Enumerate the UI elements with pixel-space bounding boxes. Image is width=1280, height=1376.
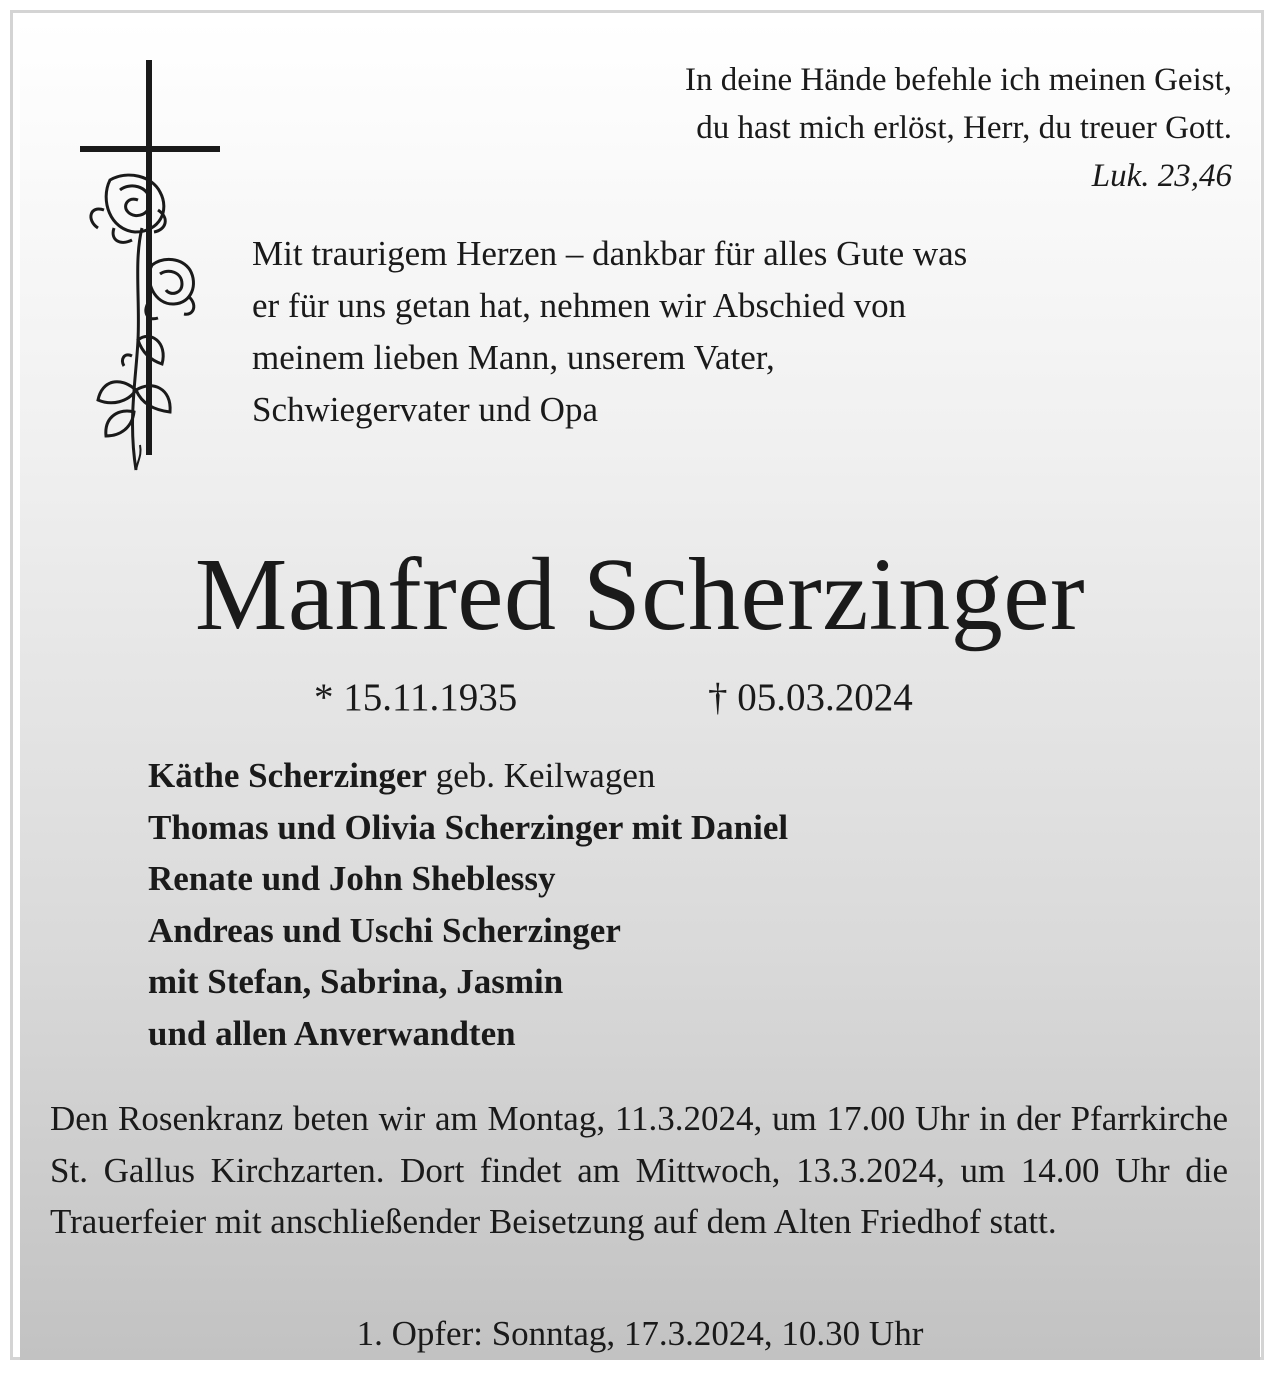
family-line-4 xyxy=(148,905,788,957)
family-member: Renate und John Sheblessy xyxy=(148,859,556,898)
death-date: † 05.03.2024 xyxy=(708,676,913,719)
spouse-maiden-name: geb. Keilwagen xyxy=(426,756,656,795)
family-member: und allen Anverwandten xyxy=(148,1013,516,1053)
family-line-2 xyxy=(148,802,788,854)
family-member: Thomas und Olivia Scherzinger mit Daniel xyxy=(148,807,789,847)
intro-line-2: er für uns getan hat, nehmen wir Abschied von xyxy=(252,286,907,325)
family-member: mit Stefan, Sabrina, Jasmin xyxy=(148,962,564,1001)
verse-line-1: In deine Hände befehle ich meinen Geist, xyxy=(684,62,1232,98)
cross-with-roses-icon xyxy=(80,60,230,500)
family-line-3 xyxy=(148,853,788,905)
family-line-6 xyxy=(148,1008,788,1060)
spouse-name: Käthe Scherzinger xyxy=(148,756,427,795)
service-notice: Den Rosenkranz beten wir am Montag, 11.3.2024, um 17.00 Uhr in der Pfarrkirche St. Gallus Kirchzarten. Dort findet am Mittwoch, 13.3.2024, um 14.00 Uhr die Trauerfeier mit anschließender Beisetzung auf dem Alten Friedhof statt. xyxy=(50,1099,1228,1241)
obituary-panel xyxy=(20,20,1260,1360)
intro-line-1: Mit traurigem Herzen – dankbar für alles Gute was xyxy=(252,234,968,273)
family-member: Andreas und Uschi Scherzinger xyxy=(148,910,621,950)
intro-line-4: Schwiegervater und Opa xyxy=(252,390,598,429)
offering-notice: 1. Opfer: Sonntag, 17.3.2024, 10.30 Uhr xyxy=(356,1314,924,1353)
family-line-1 xyxy=(148,750,788,802)
verse-line-2: du hast mich erlöst, Herr, du treuer Gott. xyxy=(696,110,1232,146)
family-list xyxy=(148,750,788,1059)
deceased-name: Manfred Scherzinger xyxy=(194,537,1086,652)
bible-verse xyxy=(685,56,1232,200)
verse-reference: Luk. 23,46 xyxy=(1091,158,1232,194)
intro-text xyxy=(252,228,1232,436)
intro-line-3: meinem lieben Mann, unserem Vater, xyxy=(252,338,775,377)
birth-date: * 15.11.1935 xyxy=(314,676,518,719)
family-line-5 xyxy=(148,956,788,1008)
